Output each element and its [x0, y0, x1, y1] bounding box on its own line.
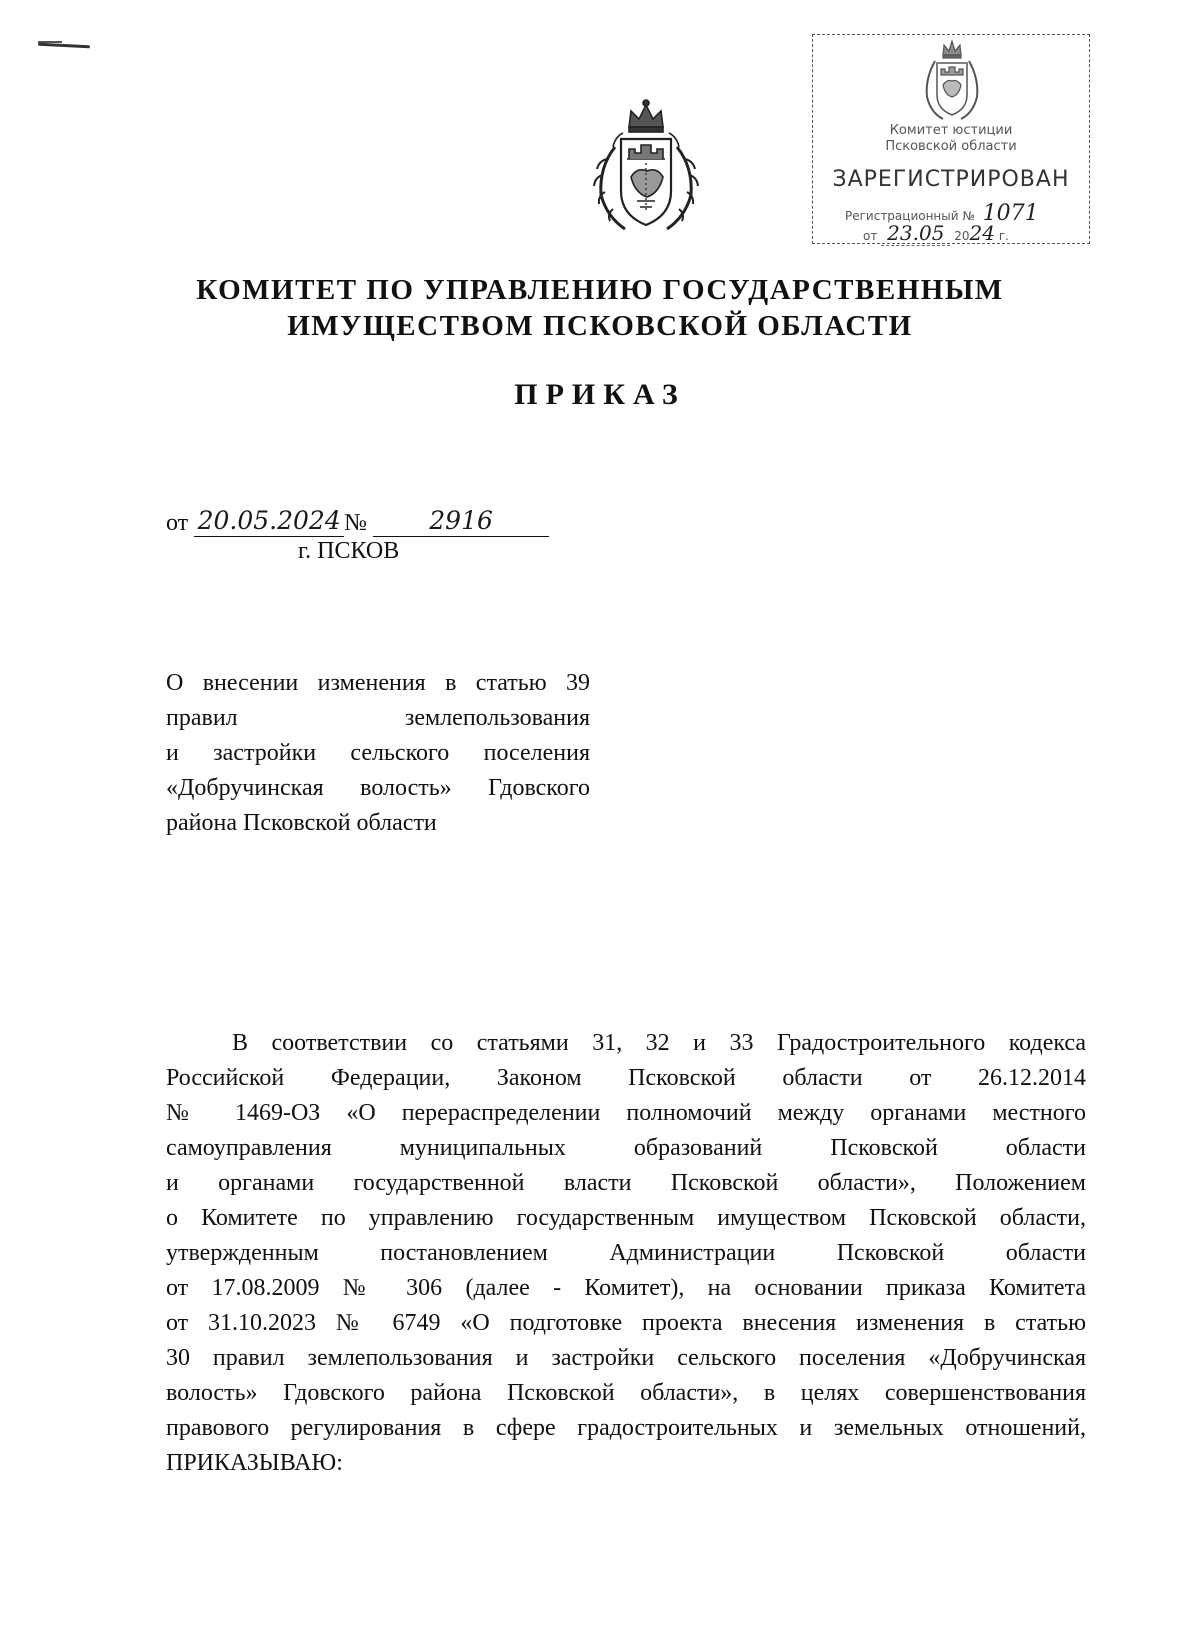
body-line: от 31.10.2023 № 6749 «О подготовке проекта внесения изменения в статью — [166, 1310, 1086, 1336]
coat-of-arms-icon — [585, 97, 707, 237]
order-date-value: 20.05.2024 — [197, 506, 341, 535]
order-date-number-line — [166, 506, 549, 537]
subject-line: района Псковской области — [166, 810, 437, 836]
organization-title-line2: ИМУЩЕСТВОМ ПСКОВСКОЙ ОБЛАСТИ — [287, 310, 913, 342]
body-line: волость» Гдовского района Псковской области», в целях совершенствования — [166, 1380, 1086, 1406]
organization-title — [150, 272, 1050, 344]
body-line: от 17.08.2009 № 306 (далее - Комитет), на основании приказа Комитета — [166, 1275, 1086, 1301]
body-line: утвержденным постановлением Администрации Псковской области — [166, 1240, 1086, 1266]
order-date-prefix: от — [166, 510, 189, 536]
body-line: самоуправления муниципальных образований Псковской области — [166, 1135, 1086, 1161]
subject-line: правил землепользования — [166, 705, 590, 731]
order-number-value: 2916 — [429, 506, 493, 535]
body-line: 30 правил землепользования и застройки сельского поселения «Добручинская — [166, 1345, 1086, 1371]
organization-title-line1: КОМИТЕТ ПО УПРАВЛЕНИЮ ГОСУДАРСТВЕННЫМ — [196, 274, 1004, 306]
order-number-label: № — [344, 510, 368, 536]
body-line: Российской Федерации, Законом Псковской области от 26.12.2014 — [166, 1065, 1086, 1091]
body-line: правового регулирования в сфере градостроительных и земельных отношений, — [166, 1415, 1086, 1441]
stamp-org-line1: Комитет юстиции — [889, 123, 1013, 138]
stamp-date-suffix: г. — [998, 229, 1009, 243]
stamp-status: ЗАРЕГИСТРИРОВАН — [832, 167, 1070, 192]
order-body — [166, 1026, 1086, 1481]
stamp-reg-number: 1071 — [982, 201, 1039, 226]
stamp-coat-of-arms-icon — [917, 39, 987, 125]
subject-line: О внесении изменения в статью 39 — [166, 670, 590, 696]
registration-stamp — [812, 34, 1090, 244]
stamp-date-year-suffix: 24 — [969, 221, 995, 245]
body-line: В соответствии со статьями 31, 32 и 33 Градостроительного кодекса — [232, 1030, 1086, 1056]
stamp-org-line2: Псковской области — [885, 139, 1017, 154]
stamp-organization — [813, 123, 1089, 155]
subject-line: и застройки сельского поселения — [166, 740, 590, 766]
stamp-date-line — [863, 221, 1009, 246]
stamp-date-year-prefix: 20 — [954, 229, 970, 243]
order-subject — [166, 666, 590, 841]
stamp-date-day-month: 23.05 — [887, 221, 945, 245]
stamp-reg-label: Регистрационный № — [845, 209, 975, 223]
body-line: и органами государственной власти Псковской области», Положением — [166, 1170, 1086, 1196]
body-line: о Комитете по управлению государственным имуществом Псковской области, — [166, 1205, 1086, 1231]
order-city: г. ПСКОВ — [298, 538, 400, 564]
order-number-field — [373, 506, 549, 537]
body-line: № 1469-ОЗ «О перераспределении полномочий между органами местного — [166, 1100, 1086, 1126]
stray-pen-mark — [38, 43, 90, 49]
order-directive: ПРИКАЗЫВАЮ: — [166, 1450, 343, 1476]
stamp-date-prefix: от — [863, 229, 878, 243]
order-date-field — [194, 506, 344, 537]
document-type: ПРИКАЗ — [514, 378, 686, 411]
subject-line: «Добручинская волость» Гдовского — [166, 775, 590, 801]
